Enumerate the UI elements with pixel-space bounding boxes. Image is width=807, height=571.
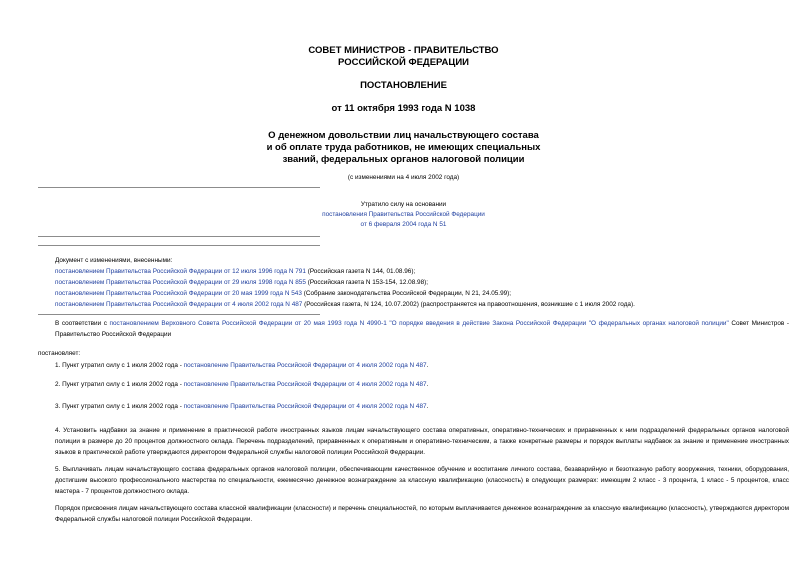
point-text: 3. Пункт утратил силу с 1 июля 2002 года - [55, 403, 184, 410]
preamble-prefix: В соответствии с [55, 320, 110, 327]
authority-line-1: СОВЕТ МИНИСТРОВ - ПРАВИТЕЛЬСТВО [308, 45, 499, 56]
point-text: 2. Пункт утратил силу с 1 июля 2002 года - [55, 381, 184, 388]
repeal-link-line-2[interactable]: от 6 февраля 2004 года N 51 [360, 221, 447, 228]
separator-rule-2 [38, 236, 320, 237]
repeal-note: Утратило силу на основании [360, 201, 447, 208]
paragraph-4: 4. Установить надбавки за знание и применение в практической работе иностранных языков лицам начальствующего состава оперативных, оперативно-технических и приравненных к ним подразделений федеральных органов налоговой полиции в размере до 20 процентов должностного оклада. Перечень подразделений, приравненных к оперативным и оперативно-техническим, а также конкретные размеры и порядок выплаты надбавок за знание и применение иностранных языков в практической работе утверждаются директором Федеральной службы налоговой полиции Российской Федерации. [55, 427, 789, 456]
point-text: 1. Пункт утратил силу с 1 июля 2002 года - [55, 362, 184, 369]
document-title-line-2: и об оплате труда работников, не имеющих специальных [266, 142, 541, 153]
amended-note: (с изменениями на 4 июля 2002 года) [347, 174, 460, 181]
paragraph-order: Порядок присвоения лицам начальствующего состава классной квалификации (классности) и перечень специальностей, по которым выплачивается денежное вознаграждение за классную квалификацию (классность), утверждаются директором Федеральной службы налоговой полиции Российской Федерации. [55, 505, 789, 523]
document-title-line-3: званий, федеральных органов налоговой полиции [282, 154, 525, 165]
document-date-number: от 11 октября 1993 года N 1038 [331, 103, 476, 114]
amendment-item [55, 301, 635, 309]
separator-rule-1 [38, 187, 320, 188]
amendment-item [55, 290, 511, 298]
amendment-link[interactable]: постановлением Правительства Российской Федерации от 12 июля 1996 года N 791 [55, 268, 306, 275]
paragraph-5: 5. Выплачивать лицам начальствующего состава федеральных органов налоговой полиции, обеспечивающим качественное обучение и воспитание личного состава, безаварийную и безотказную работу вооружения, техники, оборудования, достигшим высокого профессионального мастерства по специальности, ежемесячно денежное вознаграждение за классную квалификацию (классность) в следующих размерах: имеющим 2 класс - 3 процента, 1 класс - 5 процентов, класс мастера - 7 процентов должностного оклада. [55, 466, 789, 495]
amendment-source: (Российская газета N 144, 01.08.96); [305, 268, 416, 275]
point-end: . [426, 403, 429, 410]
amendment-item [55, 279, 428, 287]
separator-rule-4 [38, 314, 320, 315]
amendment-link[interactable]: постановлением Правительства Российской Федерации от 20 мая 1999 года N 543 [55, 290, 302, 297]
separator-rule-3 [38, 245, 320, 246]
point-link[interactable]: постановление Правительства Российской Федерации от 4 июля 2002 года N 487 [183, 362, 427, 369]
amendment-link[interactable]: постановлением Правительства Российской Федерации от 4 июля 2002 года N 487 [55, 301, 303, 308]
point-link[interactable]: постановление Правительства Российской Федерации от 4 июля 2002 года N 487 [183, 381, 427, 388]
point-item [55, 362, 428, 370]
amendment-source: (Российская газета, N 124, 10.07.2002) (распространяется на правоотношения, возникшие с 1 июля 2002 года). [302, 301, 635, 308]
amendment-source: (Российская газета N 153-154, 12.08.98); [305, 279, 429, 286]
document-title-line-1: О денежном довольствии лиц начальствующего состава [268, 130, 539, 141]
authority-line-2: РОССИЙСКОЙ ФЕДЕРАЦИИ [337, 57, 469, 68]
point-end: . [426, 381, 429, 388]
amendment-link[interactable]: постановлением Правительства Российской Федерации от 29 июля 1998 года N 855 [55, 279, 306, 286]
preamble-suffix: Совет Министров - Правительство Российской Федерации [55, 320, 789, 338]
amendment-item [55, 268, 415, 276]
point-item [55, 403, 428, 411]
repeal-link-line-1[interactable]: постановления Правительства Российской Федерации [322, 211, 485, 218]
document-type: ПОСТАНОВЛЕНИЕ [360, 80, 447, 91]
point-item [55, 381, 428, 389]
point-end: . [426, 362, 429, 369]
amendment-source: (Собрание законодательства Российской Федерации, N 21, 24.05.99); [301, 290, 512, 297]
amendments-intro: Документ с изменениями, внесенными: [55, 257, 173, 264]
point-link[interactable]: постановление Правительства Российской Федерации от 4 июля 2002 года N 487 [183, 403, 427, 410]
preamble [38, 319, 789, 341]
decides-label: постановляет: [38, 350, 81, 357]
preamble-link[interactable]: постановлением Верховного Совета Российской Федерации от 20 мая 1993 года N 4990-1 "О порядке введения в действие Закона Российской Федерации "О федеральных органах налоговой полиции" [109, 320, 729, 327]
